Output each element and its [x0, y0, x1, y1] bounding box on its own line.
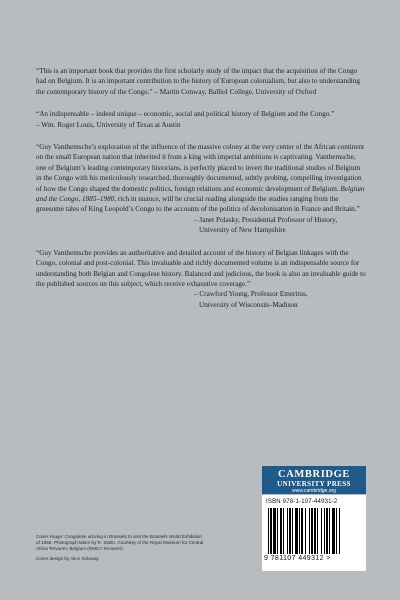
attribution-line: – Crawford Young, Professor Emeritus,	[194, 290, 308, 299]
attribution-line: University of New Hampshire	[199, 226, 286, 235]
quote-louis	[36, 109, 366, 130]
cover-design-credit: Cover design by Alice Soloway	[36, 556, 99, 561]
quote-attribution	[36, 215, 366, 236]
publisher-logo	[262, 466, 366, 494]
quote-attribution	[36, 289, 366, 310]
isbn-barcode-box	[262, 495, 366, 571]
isbn-label: ISBN 978-1-107-44931-2	[266, 499, 338, 505]
review-quotes	[36, 66, 366, 322]
publisher-url: www.cambridge.org	[292, 488, 336, 494]
quote-text: “An indispensable – indeed unique – economic, social and political history of Belgium and the Congo.”	[36, 110, 335, 119]
barcode-icon	[268, 508, 360, 554]
cover-credits	[36, 534, 206, 562]
cover-image-credit: Cover image: Congolese arriving in Brussels to visit the Brussels World Exhibition of 1958. Photograph taken by R. Stalin. Courtesy of the Royal Museum for Central Africa Tervuren, Belgium (RMCA Tervuren).	[36, 534, 204, 551]
quote-conway	[36, 66, 366, 97]
publisher-name-line2: UNIVERSITY PRESS	[277, 480, 351, 488]
quote-text: “Guy Vanthemsche provides an authoritative and detailed account of the history of Belgian linkages with the Congo, colonial and post-colonial. This invaluable and richly documented volume is an indispensable source for understanding both Belgian and Congolese history. Balanced and judicious, the book is also an invaluable guide to the published sources on this subject, which receive exhaustive coverage.”	[36, 248, 366, 288]
book-title: Belgium and the Congo, 1885–1980,	[36, 184, 365, 204]
attribution-line: University of Wisconsin–Madison	[199, 300, 298, 309]
barcode-digits: 9 781107 449312 >	[264, 555, 331, 562]
quote-young	[36, 248, 366, 310]
quote-text-part2: rich in nuance, will be crucial reading alongside the studies ranging from the gruesome tales of King Leopold’s Congo to the accounts of the politics of decolonisation in France and Britain.”	[36, 195, 360, 214]
attribution-line: – Janet Polasky, Presidential Professor of History,	[194, 215, 338, 224]
publisher-name-line1: CAMBRIDGE	[278, 469, 350, 480]
quote-text-part1: “Guy Vanthemsche’s exploration of the influence of the massive colony at the very center of the African continent on the small European nation that inherited it from a king with imperial ambitions is captivating. Vanthemsche, one of Belgium’s leading contemporary historians, is perfectly placed to invert the traditional studies of Belgium in the Congo with his meticulously researched, thoroughly documented, subtly probing, compelling investigation of how the Congo shaped the domestic politics, foreign relations and economic development of Belgium.	[36, 143, 365, 193]
quote-text: “This is an important book that provides the first scholarly study of the impact that the acquisition of the Congo had on Belgium. It is an important contribution to the history of European colonialism, but also to understanding the contemporary history of the Congo.”	[36, 67, 360, 96]
quote-polasky	[36, 142, 366, 236]
quote-attribution: – Wm. Roger Louis, University of Texas at Austin	[36, 120, 181, 129]
quote-attribution: – Martin Conway, Balliol College, University of Oxford	[154, 87, 317, 96]
